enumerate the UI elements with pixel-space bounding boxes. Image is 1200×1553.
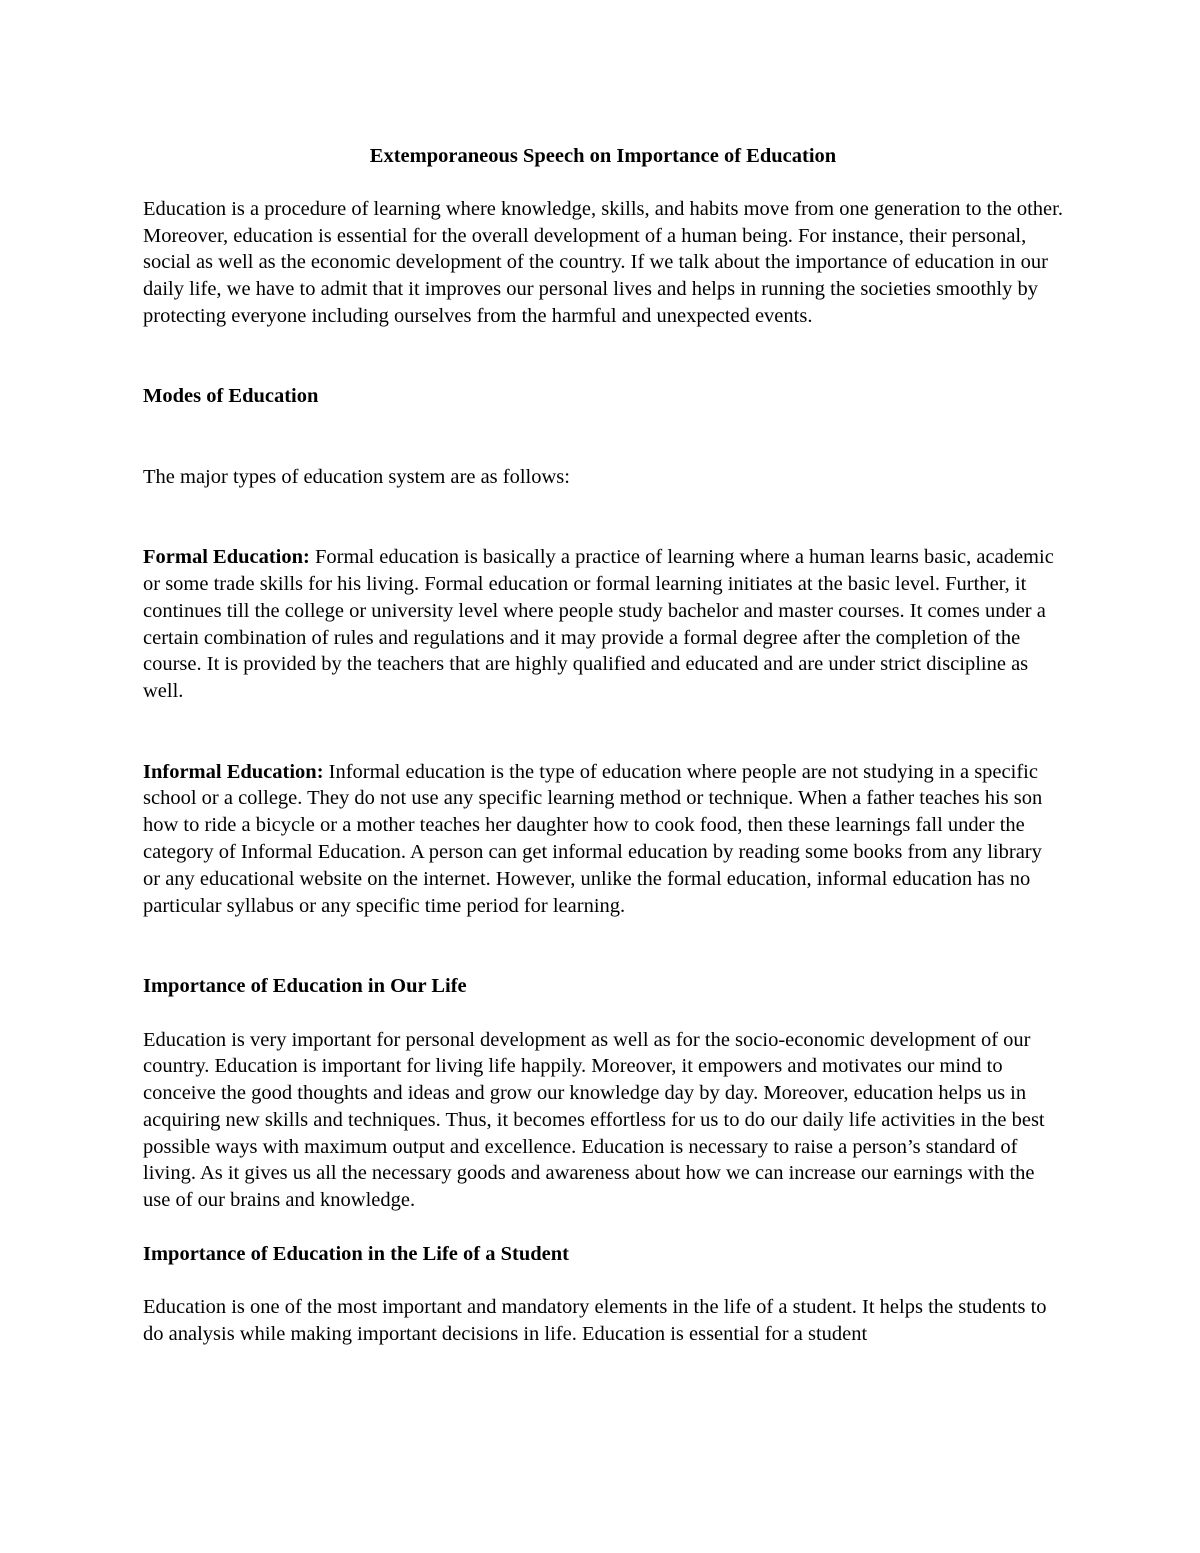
formal-education-paragraph — [143, 544, 1063, 705]
informal-education-paragraph — [143, 759, 1063, 920]
intro-paragraph: Education is a procedure of learning where knowledge, skills, and habits move from one generation to the other. Moreover, education is essential for the overall development of a human being. For instance, their personal, social as well as the economic development of the country. If we talk about the importance of education in our daily life, we have to admit that it improves our personal lives and helps in running the societies smoothly by protecting everyone including ourselves from the harmful and unexpected events. — [143, 197, 1063, 327]
life-heading: Importance of Education in Our Life — [143, 974, 467, 997]
student-heading: Importance of Education in the Life of a Student — [143, 1242, 569, 1265]
spacer — [143, 1214, 1063, 1241]
formal-education-text: Formal education is basically a practice of learning where a human learns basic, academic or some trade skills for his living. Formal education or formal learning initiates at the basic level. Further, it continues till the college or university level where people study bachelor and master courses. It comes under a certain combination of rules and regulations and it may provide a formal degree after the completion of the course. It is provided by the teachers that are highly qualified and educated and are under strict discipline as well. — [143, 546, 1054, 703]
modes-intro: The major types of education system are as follows: — [143, 465, 570, 488]
informal-education-label: Informal Education: — [143, 760, 324, 783]
formal-education-label: Formal Education: — [143, 546, 310, 569]
spacer — [143, 705, 1063, 759]
spacer — [143, 410, 1063, 464]
document-body — [143, 143, 1063, 1348]
student-paragraph: Education is one of the most important and mandatory elements in the life of a student. It helps the students to do analysis while making important decisions in life. Education is essential for a student — [143, 1296, 1047, 1346]
spacer — [143, 919, 1063, 973]
informal-education-text: Informal education is the type of education where people are not studying in a specific school or a college. They do not use any specific learning method or technique. When a father teaches his son how to ride a bicycle or a mother teaches her daughter how to cook food, then these learnings fall under the category of Informal Education. A person can get informal education by reading some books from any library or any educational website on the internet. However, unlike the formal education, informal education has no particular syllabus or any specific time period for learning. — [143, 760, 1043, 917]
modes-heading: Modes of Education — [143, 385, 319, 408]
document-title: Extemporaneous Speech on Importance of Education — [369, 145, 837, 167]
spacer — [143, 1268, 1063, 1295]
spacer — [143, 1000, 1063, 1027]
spacer — [143, 330, 1063, 384]
spacer — [143, 491, 1063, 545]
life-paragraph: Education is very important for personal development as well as for the socio-economic development of our country. Education is important for living life happily. Moreover, it empowers and motivates our mind to conceive the good thoughts and ideas and grow our knowledge day by day. Moreover, education helps us in acquiring new skills and techniques. Thus, it becomes effortless for us to do our daily life activities in the best possible ways with maximum output and excellence. Education is necessary to raise a person’s standard of living. As it gives us all the necessary goods and awareness about how we can increase our earnings with the use of our brains and knowledge. — [143, 1028, 1045, 1212]
